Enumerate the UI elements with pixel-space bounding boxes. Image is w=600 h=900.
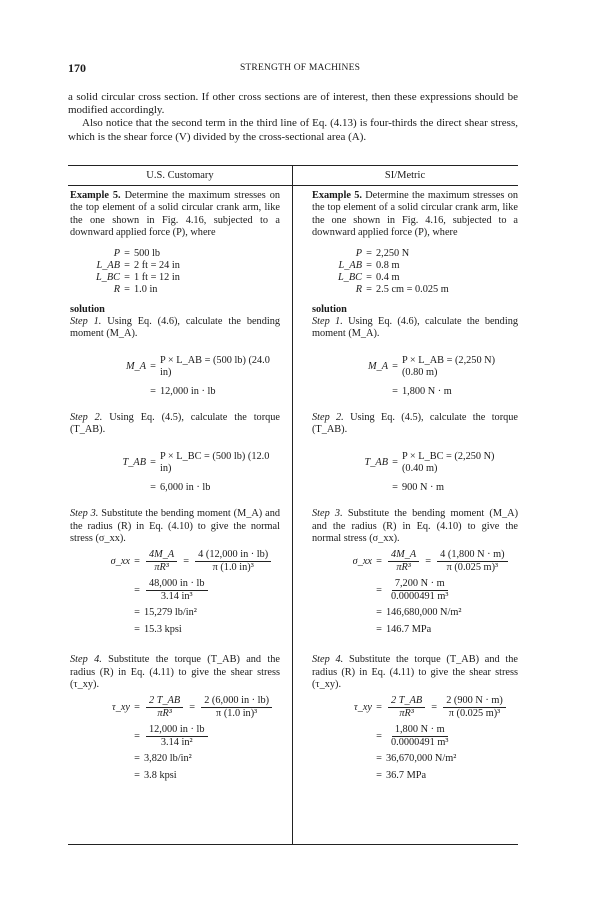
us-customary-column xyxy=(70,190,280,786)
example-label: Example 5. xyxy=(312,190,362,201)
step-text: Substitute the torque (T_AB) and the radius (R) in Eq. (4.11) to give the shear stress (τ_xy). xyxy=(312,654,519,690)
fraction: $\frac{48,000 in \cdot lb}{\text{3.14 in³}}$ xyxy=(146,578,208,603)
equation-line: σ_xx = $\frac{4M\_A}{\text{πR³}}$ = $\frac{4 (1,800 N \cdot m)}{\text{π (0.025 m)³}}$ xyxy=(312,549,518,574)
given-value-row: L_BC = 0.4 m xyxy=(312,272,518,284)
example-text: Determine the maximum stresses on the top element of a solid circular crank arm, like the one shown in Fig. 4.16, subjected to a downward applied force (P), where xyxy=(70,190,281,239)
variable-value: 2,250 N xyxy=(376,247,410,259)
step-label: Step 1. xyxy=(312,316,343,328)
step-2 xyxy=(70,412,280,437)
equation-result: 146.7 MPa xyxy=(386,623,432,635)
variable-value: 0.4 m xyxy=(376,271,400,283)
page-number: 170 xyxy=(68,61,86,75)
equation-rhs: P × L_AB = (2,250 N) (0.80 m) xyxy=(402,354,496,379)
fraction: $\frac{4 (1,800 N \cdot m)}{\text{π (0.025 m)³}}$ xyxy=(437,549,507,574)
variable-value: 2.5 cm = 0.025 m xyxy=(376,283,449,295)
step-text: Substitute the bending moment (M_A) and the radius (R) in Eq. (4.10) to give the normal stress (σ_xx). xyxy=(312,508,519,544)
step-text: Using Eq. (4.5), calculate the torque (T_AB). xyxy=(312,412,518,436)
table-bottom-rule xyxy=(68,844,518,845)
equation-line: = 3.8 kpsi xyxy=(134,769,177,781)
fraction: $\frac{2 (6,000 in \cdot lb)}{\text{π (1.0 in)³}}$ xyxy=(201,695,272,720)
step-label: Step 3. xyxy=(312,508,343,520)
step-label: Step 3. xyxy=(70,508,99,520)
equation-result: 6,000 in · lb xyxy=(160,481,211,493)
given-values xyxy=(312,248,518,296)
equation-line: = 146.7 MPa xyxy=(376,623,432,635)
step-4 xyxy=(70,654,280,691)
variable-name: L_BC xyxy=(95,271,120,283)
equation-rhs: P × L_BC = (500 lb) (12.0 in) xyxy=(160,450,270,475)
given-value-row: P = 500 lb xyxy=(70,248,280,260)
example-label: Example 5. xyxy=(70,190,121,201)
intro-paragraph-1: a solid circular cross section. If other cross sections are of interest, then these expressions should be modified accordingly. xyxy=(68,91,518,117)
equation-line: = $\frac{7,200 N \cdot m}{\text{0.0000491 m³}}$ xyxy=(312,578,518,603)
step-label: Step 1. xyxy=(70,316,102,328)
equation-line: M_A = P × L_AB = (500 lb) (24.0 in) xyxy=(70,355,280,380)
equation-line: = $\frac{1,800 N \cdot m}{\text{0.0000491 m³}}$ xyxy=(312,724,518,749)
fraction: $\frac{1,800 N \cdot m}{\text{0.0000491 m³}}$ xyxy=(391,724,449,749)
given-value-row: L_AB = 0.8 m xyxy=(312,260,518,272)
step-label: Step 4. xyxy=(70,654,102,666)
equation-line: σ_xx = $\frac{4M\_A}{\text{πR³}}$ = $\frac{4 (12,000 in \cdot lb)}{\text{π (1.0 in)³}}$ xyxy=(70,549,280,574)
step-label: Step 2. xyxy=(312,412,344,424)
intro-paragraph-2: Also notice that the second term in the third line of Eq. (4.13) is four-thirds the direct shear stress, which is the shear force (V) divided by the cross-sectional area (A). xyxy=(68,117,518,143)
equation-result: 15,279 lb/in² xyxy=(144,607,197,619)
step-text: Substitute the bending moment (M_A) and the radius (R) in Eq. (4.10) to give the normal stress (σ_xx). xyxy=(70,508,281,544)
step-3 xyxy=(70,508,280,545)
example-statement xyxy=(312,190,518,240)
equation-line: = 36.7 MPa xyxy=(376,769,427,781)
equation-result: 15.3 kpsi xyxy=(144,623,182,635)
step-3 xyxy=(312,508,518,545)
step-4 xyxy=(312,654,518,691)
step-text: Using Eq. (4.6), calculate the bending moment (M_A). xyxy=(312,316,518,340)
equation-lhs: M_A xyxy=(367,361,388,373)
running-head: STRENGTH OF MACHINES xyxy=(239,63,361,73)
fraction: $\frac{4 (12,000 in \cdot lb)}{\text{π (1.0 in)³}}$ xyxy=(195,549,271,574)
given-value-row: R = 1.0 in xyxy=(70,284,280,296)
equation-result: 146,680,000 N/m² xyxy=(386,607,462,619)
equation-line: τ_xy = $\frac{2 T\_AB}{\text{πR³}}$ = $\frac{2 (6,000 in \cdot lb)}{\text{π (1.0 in)³}}$ xyxy=(70,695,280,720)
step-text: Using Eq. (4.6), calculate the bending moment (M_A). xyxy=(70,316,281,340)
fraction: $\frac{4M\_A}{\text{πR³}}$ xyxy=(388,549,419,574)
equation-lhs: σ_xx xyxy=(110,555,130,567)
step-1 xyxy=(70,316,280,341)
variable-name: R xyxy=(355,283,362,295)
variable-name: L_AB xyxy=(96,259,120,271)
fraction: $\frac{7,200 N \cdot m}{\text{0.0000491 m³}}$ xyxy=(391,578,449,603)
column-header-si-metric: SI/Metric xyxy=(384,170,426,181)
variable-name: P xyxy=(355,247,362,259)
variable-name: L_AB xyxy=(338,259,362,271)
equation-lhs: M_A xyxy=(125,361,146,373)
given-value-row: P = 2,250 N xyxy=(312,248,518,260)
equation-line: = 12,000 in · lb xyxy=(150,385,216,397)
equation-rhs: P × L_AB = (500 lb) (24.0 in) xyxy=(160,354,270,379)
equation-lhs: τ_xy xyxy=(354,701,372,713)
equation-lhs: σ_xx xyxy=(352,555,372,567)
step-1 xyxy=(312,316,518,341)
variable-name: P xyxy=(113,247,120,259)
equation-line: = 146,680,000 N/m² xyxy=(376,607,462,619)
variable-name: R xyxy=(113,283,120,295)
example-text: Determine the maximum stresses on the top element of a solid circular crank arm, like the one shown in Fig. 4.16, subjected to a downward applied force (P), where xyxy=(312,190,519,239)
equation-result: 12,000 in · lb xyxy=(160,385,216,397)
si-metric-column xyxy=(312,190,518,786)
equation-line: τ_xy = $\frac{2 T\_AB}{\text{πR³}}$ = $\frac{2 (900 N \cdot m)}{\text{π (0.025 m)³}}$ xyxy=(312,695,518,720)
fraction: $\frac{2 T\_AB}{\text{πR³}}$ xyxy=(146,695,183,720)
column-header-us-customary: U.S. Customary xyxy=(146,170,214,181)
equation-result: 36,670,000 N/m² xyxy=(386,753,457,765)
step-text: Substitute the torque (T_AB) and the radius (R) in Eq. (4.11) to give the shear stress (τ_xy). xyxy=(70,654,281,690)
step-text: Using Eq. (4.5), calculate the torque (T_AB). xyxy=(70,412,281,436)
column-divider xyxy=(292,165,293,844)
fraction: $\frac{2 T\_AB}{\text{πR³}}$ xyxy=(388,695,425,720)
equation-result: 3.8 kpsi xyxy=(144,769,177,781)
fraction: $\frac{4M\_A}{\text{πR³}}$ xyxy=(146,549,177,574)
given-value-row: L_BC = 1 ft = 12 in xyxy=(70,272,280,284)
equation-lhs: τ_xy xyxy=(112,701,130,713)
fraction: $\frac{2 (900 N \cdot m)}{\text{π (0.025 m)³}}$ xyxy=(443,695,506,720)
example-statement xyxy=(70,190,280,240)
equation-rhs: P × L_BC = (2,250 N) (0.40 m) xyxy=(402,450,495,475)
equation-line: = $\frac{48,000 in \cdot lb}{\text{3.14 in³}}$ xyxy=(70,578,280,603)
table-header-rule xyxy=(68,185,518,186)
intro-text xyxy=(68,91,518,144)
equation-line: T_AB = P × L_BC = (2,250 N) (0.40 m) xyxy=(312,451,518,476)
equation-line: = 1,800 N · m xyxy=(392,385,452,397)
equation-lhs: T_AB xyxy=(122,457,146,469)
equation-line: T_AB = P × L_BC = (500 lb) (12.0 in) xyxy=(70,451,280,476)
equation-line: = 15.3 kpsi xyxy=(134,623,182,635)
equation-result: 36.7 MPa xyxy=(386,769,427,781)
equation-lhs: T_AB xyxy=(364,457,388,469)
given-value-row: R = 2.5 cm = 0.025 m xyxy=(312,284,518,296)
equation-line: = 900 N · m xyxy=(392,481,445,493)
table-top-rule xyxy=(68,165,518,166)
variable-value: 1.0 in xyxy=(134,283,158,295)
step-label: Step 4. xyxy=(312,654,344,666)
step-2 xyxy=(312,412,518,437)
given-value-row: L_AB = 2 ft = 24 in xyxy=(70,260,280,272)
given-values xyxy=(70,248,280,296)
solution-heading: solution xyxy=(70,303,105,315)
variable-name: L_BC xyxy=(337,271,362,283)
variable-value: 1 ft = 12 in xyxy=(134,271,180,283)
variable-value: 2 ft = 24 in xyxy=(134,259,180,271)
equation-result: 1,800 N · m xyxy=(402,385,452,397)
fraction: $\frac{12,000 in \cdot lb}{\text{3.14 in²}}$ xyxy=(146,724,208,749)
equation-line: = 15,279 lb/in² xyxy=(134,607,197,619)
equation-line: M_A = P × L_AB = (2,250 N) (0.80 m) xyxy=(312,355,518,380)
equation-line: = 6,000 in · lb xyxy=(150,481,211,493)
equation-result: 900 N · m xyxy=(402,481,445,493)
variable-value: 500 lb xyxy=(134,247,161,259)
equation-line: = $\frac{12,000 in \cdot lb}{\text{3.14 in²}}$ xyxy=(70,724,280,749)
step-label: Step 2. xyxy=(70,412,103,424)
variable-value: 0.8 m xyxy=(376,259,400,271)
equation-result: 3,820 lb/in² xyxy=(144,753,192,765)
equation-line: = 3,820 lb/in² xyxy=(134,753,192,765)
solution-heading: solution xyxy=(312,303,347,315)
equation-line: = 36,670,000 N/m² xyxy=(376,753,457,765)
